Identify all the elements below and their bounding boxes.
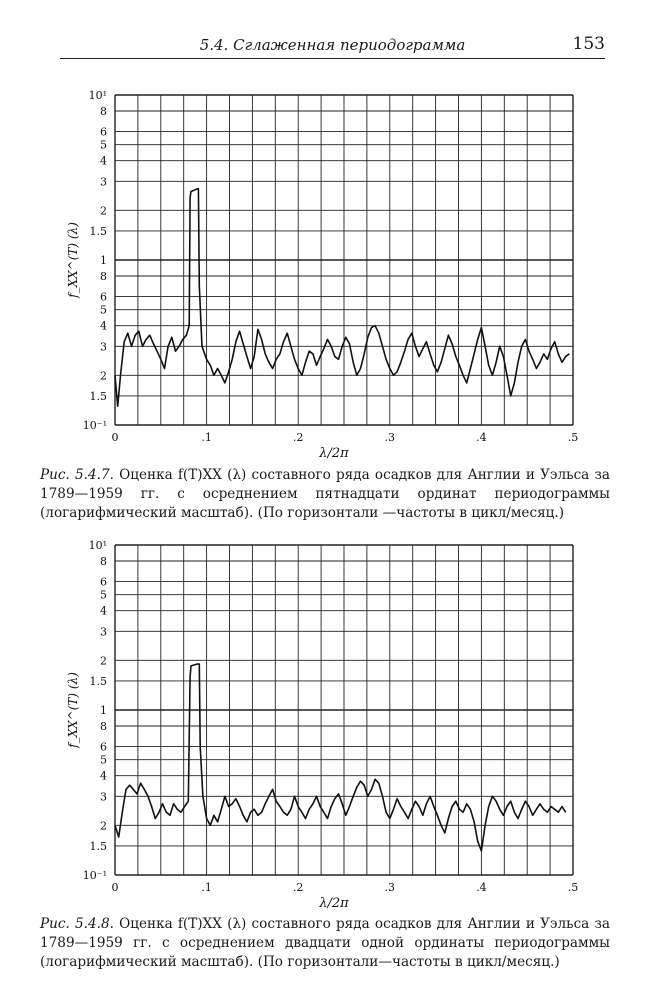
x-tick-label: .2: [292, 431, 304, 444]
figure-5-4-7-chart: [0, 80, 650, 460]
x-tick-label: .5: [567, 431, 579, 444]
page-number: 153: [572, 34, 605, 54]
figure-5-4-8-chart: [0, 530, 650, 910]
y-tick-label: 10⁻¹: [82, 419, 107, 432]
y-tick-label: 4: [100, 319, 107, 333]
figure-5-4-8-caption: [40, 915, 610, 972]
x-tick-label: .1: [201, 881, 212, 894]
x-axis-label: λ/2π: [319, 446, 349, 460]
y-tick-label: 2: [100, 819, 107, 833]
x-tick-label: .4: [476, 431, 487, 444]
y-axis-label: f_XX^(T) (λ): [66, 222, 80, 298]
x-tick-label: .2: [292, 881, 304, 894]
x-tick-label: .1: [201, 431, 212, 444]
y-tick-label: 3: [100, 175, 107, 189]
y-tick-label: 6: [100, 740, 107, 754]
y-tick-label: 1: [100, 254, 107, 267]
running-title: 5.4. Сглаженная периодограмма: [199, 36, 466, 54]
y-tick-label: 5: [100, 588, 107, 602]
caption-text: Оценка f(T)XX (λ) составного ряда осадков для Англии и Уэльса за 1789—1959 гг. с осреднением двадцати одной ординаты периодограммы (логарифмический масштаб). (По горизонтали—частоты в цикл/месяц.): [40, 916, 610, 970]
y-tick-label: 6: [100, 575, 107, 589]
page-header: [60, 30, 605, 59]
y-tick-label: 6: [100, 290, 107, 304]
series-line: [115, 189, 569, 406]
y-tick-label: 6: [100, 125, 107, 139]
y-tick-label: 5: [100, 138, 107, 152]
y-tick-label: 4: [100, 769, 107, 783]
y-tick-label: 5: [100, 303, 107, 317]
y-tick-label: 1.5: [89, 389, 107, 403]
y-tick-label: 10¹: [88, 89, 107, 102]
x-axis-label: λ/2π: [319, 896, 349, 910]
y-tick-label: 2: [100, 654, 107, 668]
y-tick-label: 1.5: [89, 674, 107, 688]
y-tick-label: 8: [100, 554, 107, 568]
y-tick-label: 2: [100, 369, 107, 383]
caption-label: Рис. 5.4.7.: [40, 467, 114, 483]
y-tick-label: 3: [100, 625, 107, 639]
x-tick-label: .4: [476, 881, 487, 894]
y-tick-label: 4: [100, 154, 107, 168]
x-tick-label: 0: [111, 431, 119, 444]
series-line: [115, 664, 566, 851]
y-tick-label: 5: [100, 753, 107, 767]
y-tick-label: 1.5: [89, 839, 107, 853]
y-tick-label: 8: [100, 719, 107, 733]
x-tick-label: 0: [111, 881, 119, 894]
y-tick-label: 3: [100, 340, 107, 354]
y-tick-label: 2: [100, 204, 107, 218]
y-tick-label: 4: [100, 604, 107, 618]
y-tick-label: 3: [100, 790, 107, 804]
y-tick-label: 10⁻¹: [82, 869, 107, 882]
y-tick-label: 8: [100, 104, 107, 118]
y-tick-label: 1: [100, 704, 107, 717]
caption-text: Оценка f(T)XX (λ) составного ряда осадков для Англии и Уэльса за 1789—1959 гг. с осреднением пятнадцати ординат периодограммы (логарифмический масштаб). (По горизонтали —частоты в цикл/месяц.): [40, 467, 610, 521]
caption-label: Рис. 5.4.8.: [40, 916, 114, 932]
figure-5-4-7-caption: [40, 466, 610, 523]
x-tick-label: .3: [384, 431, 396, 444]
y-tick-label: 1.5: [89, 224, 107, 238]
y-tick-label: 8: [100, 269, 107, 283]
y-axis-label: f_XX^(T) (λ): [66, 672, 80, 748]
y-tick-label: 10¹: [88, 539, 107, 552]
x-tick-label: .3: [384, 881, 396, 894]
x-tick-label: .5: [567, 881, 579, 894]
